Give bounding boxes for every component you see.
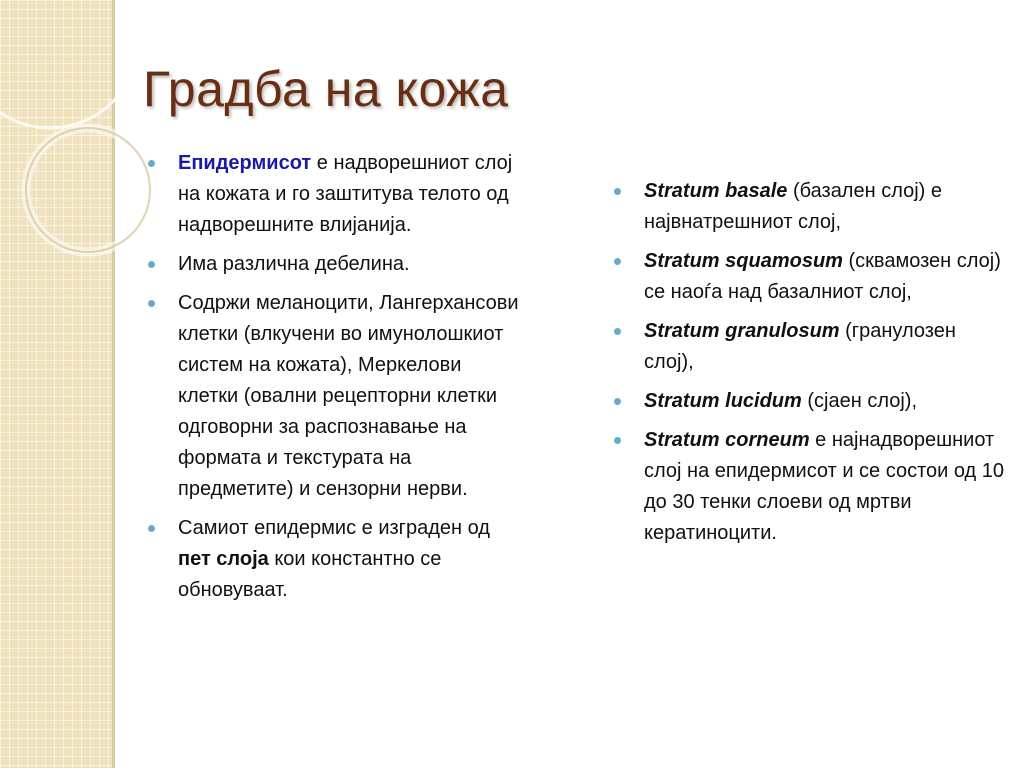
slide-title: Градба на кожа: [143, 61, 509, 117]
bullet-icon: [614, 398, 621, 405]
bullet-icon: [148, 300, 155, 307]
bullet-icon: [148, 525, 155, 532]
left-bullet-3: Содржи меланоцити, Лангерхансови клетки (влкучени во имунолошкиот систем на кожата), Меркелови клетки (овални рецепторни клетки одговорни за распознавање на формата и текстурата на предметите) и сензорни нерви.: [146, 288, 526, 505]
bullet-icon: [614, 258, 621, 265]
bullet-icon: [614, 188, 621, 195]
layer-stratum-corneum: Stratum corneum е најнадворешниот слој на епидермисот и се состои од 10 до 30 тенки слоеви од мртви кератиноцити.: [612, 425, 1007, 549]
right-bullet-list: [612, 176, 1007, 557]
layer-stratum-lucidum: Stratum lucidum (сјаен слој),: [612, 386, 1007, 417]
bullet-icon: [148, 261, 155, 268]
layer-stratum-granulosum: Stratum granulosum (гранулозен слој),: [612, 316, 1007, 378]
epidermis-term: Епидермисот: [178, 152, 312, 174]
five-layers-term: пет слоја: [178, 548, 269, 570]
left-bullet-list: [146, 148, 526, 614]
left-bullet-1: Епидермисот е надворешниот слој на кожата и го заштитува телото од надворешните влијанија.: [146, 148, 526, 241]
layer-stratum-basale: Stratum basale (базален слој) е највнатрешниот слој,: [612, 176, 1007, 238]
left-bullet-2: Има различна дебелина.: [146, 249, 526, 280]
left-bullet-4: Самиот епидермис е изграден од пет слоја кои константно се обновуваат.: [146, 513, 526, 606]
bullet-icon: [614, 437, 621, 444]
bullet-icon: [148, 160, 155, 167]
bullet-icon: [614, 328, 621, 335]
layer-stratum-squamosum: Stratum squamosum (сквамозен слој) се наоѓа над базалниот слој,: [612, 246, 1007, 308]
